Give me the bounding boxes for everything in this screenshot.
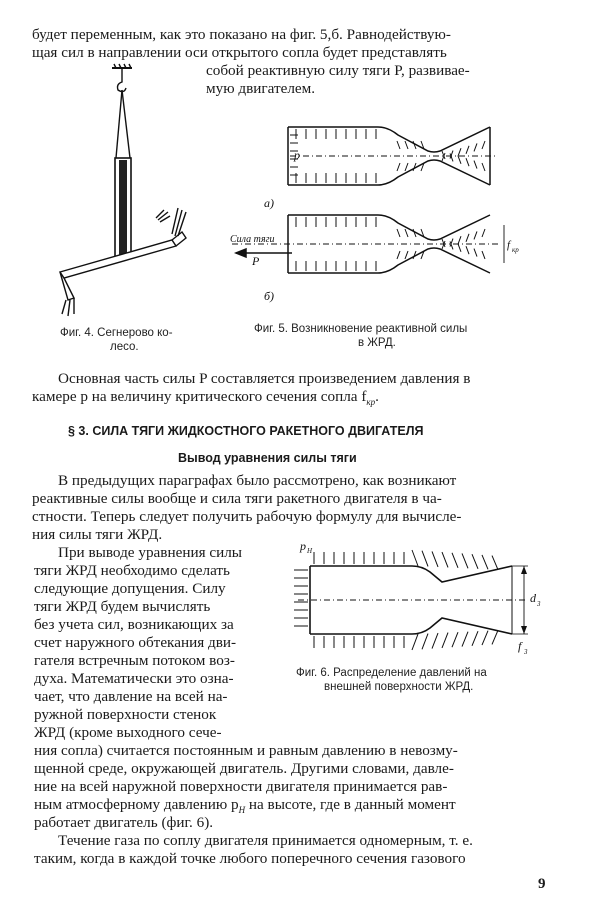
text-line: щая сил в направлении оси открытого сопла будет представлять	[32, 44, 447, 61]
pressure-arrow	[466, 246, 469, 254]
text-line: ружной поверхности стенок	[34, 706, 217, 723]
fig5-label-force: Сила тяги	[230, 234, 275, 245]
external-pressure-arrow	[422, 634, 428, 650]
text-line: камере p на величину критического сечения сопла $f_{кр}$.	[32, 388, 379, 408]
fig5-label-b: б)	[264, 289, 275, 303]
external-pressure-arrow	[462, 553, 468, 568]
pressure-arrow	[474, 231, 477, 239]
pressure-arrow	[397, 163, 400, 171]
subheading: Вывод уравнения силы тяги	[178, 451, 357, 465]
external-pressure-arrow	[482, 631, 488, 645]
pressure-arrow	[458, 156, 461, 164]
external-pressure-arrow	[442, 552, 448, 567]
text-line: ным атмосферному давлению $p_Н$ на высоте, где в данный момент	[34, 796, 456, 816]
external-pressure-arrow	[412, 634, 418, 650]
pressure-arrow	[458, 244, 461, 252]
pressure-arrow	[397, 141, 400, 149]
pressure-arrow	[405, 163, 408, 171]
text-line: Течение газа по соплу двигателя принимается одномерным, т. е.	[58, 832, 473, 849]
pressure-arrow	[474, 249, 477, 257]
text-line: тяги ЖРД необходимо сделать	[34, 562, 230, 579]
pressure-arrow	[466, 146, 469, 154]
external-pressure-arrow	[432, 551, 438, 567]
text-line: Основная часть силы P составляется произведением давления в	[58, 370, 471, 387]
text-line: При выводе уравнения силы	[58, 544, 243, 561]
fig5-label-P: P	[252, 254, 260, 268]
pressure-arrow	[466, 234, 469, 242]
external-pressure-arrow	[462, 632, 468, 647]
page-number: 9	[538, 876, 546, 892]
fig5-label-p: p	[294, 148, 300, 162]
text-line: ния сопла) считается постоянным и равным давлению в невозму-	[34, 742, 458, 759]
fig5-label-fkr-sub: кр	[512, 246, 519, 254]
text-line: ния силы тяги ЖРД.	[32, 526, 163, 543]
fig5-nozzle-diagrams	[228, 115, 528, 315]
pressure-arrow	[466, 158, 469, 166]
fig6-pressure-diagram	[292, 540, 554, 656]
fig6-caption-line: Фиг. 6. Распределение давлений на	[296, 667, 487, 679]
pressure-arrow	[482, 163, 485, 171]
pressure-arrow	[458, 236, 461, 244]
external-pressure-arrow	[492, 630, 498, 644]
fig5-caption-line: Фиг. 5. Возникновение реактивной силы	[254, 323, 468, 335]
text-line: ние на всей наружной поверхности двигателя принимается рав-	[34, 778, 448, 795]
pressure-arrow	[482, 141, 485, 149]
fig6-label-f-sub: 3	[524, 648, 528, 656]
fig6-label-d: d	[530, 591, 536, 605]
fig4-segner-wheel	[40, 60, 200, 320]
external-pressure-arrow	[472, 554, 478, 569]
text-line: таким, когда в каждой точке любого поперечного сечения газового	[34, 850, 466, 867]
text-line: гателя встречным потоком воз-	[34, 652, 235, 669]
external-pressure-arrow	[492, 556, 498, 570]
pressure-arrow	[397, 251, 400, 259]
fig6-label-d-sub: 3	[537, 600, 541, 608]
text-line: стности. Теперь следует получить рабочую формулу для вычисле-	[32, 508, 462, 525]
fig5-caption-line: в ЖРД.	[358, 337, 396, 349]
fig5-label-fkr: f	[507, 239, 511, 251]
section-heading: § 3. СИЛА ТЯГИ ЖИДКОСТНОГО РАКЕТНОГО ДВИГАТЕЛЯ	[68, 424, 424, 438]
external-pressure-arrow	[422, 551, 428, 567]
fig6-label-pH: p	[300, 539, 306, 553]
fig4-caption-line: лесо.	[110, 341, 139, 353]
text-line: собой реактивную силу тяги P, развивае-	[206, 62, 470, 79]
external-pressure-arrow	[442, 633, 448, 648]
external-pressure-arrow	[482, 555, 488, 569]
text-line: тяги ЖРД будем вычислять	[34, 598, 211, 615]
text-line: следующие допущения. Силу	[34, 580, 226, 597]
text-line: мую двигателем.	[206, 80, 316, 97]
pressure-arrow	[405, 141, 408, 149]
pressure-arrow	[397, 229, 400, 237]
external-pressure-arrow	[452, 553, 458, 568]
text-line: работает двигатель (фиг. 6).	[34, 814, 214, 831]
fig6-label-pH-sub: Н	[307, 547, 313, 555]
fig5-label-a: а)	[264, 196, 274, 210]
text-line: будет переменным, как это показано на фиг. 5,б. Равнодействую-	[32, 26, 451, 43]
external-pressure-arrow	[432, 633, 438, 649]
text-line: чает, что давление на всей на-	[34, 688, 228, 705]
pressure-arrow	[482, 251, 485, 259]
fig6-label-f: f	[518, 639, 522, 653]
text-line: щенной среде, окружающей двигатель. Другими словами, давле-	[34, 760, 454, 777]
pressure-arrow	[458, 148, 461, 156]
external-pressure-arrow	[452, 632, 458, 647]
text-line: счет наружного обтекания дви-	[34, 634, 237, 651]
pressure-arrow	[474, 143, 477, 151]
pressure-arrow	[474, 161, 477, 169]
text-line: реактивные силы вообще и сила тяги ракетного двигателя в ча-	[32, 490, 442, 507]
pressure-arrow	[405, 251, 408, 259]
fig4-caption-line: Фиг. 4. Сегнерово ко-	[60, 327, 173, 339]
text-line: без учета сил, возникающих за	[34, 616, 234, 633]
pressure-arrow	[482, 229, 485, 237]
text-line: В предыдущих параграфах было рассмотрено, как возникают	[58, 472, 457, 489]
fig6-caption-line: внешней поверхности ЖРД.	[324, 681, 474, 693]
text-line: духа. Математически это озна-	[34, 670, 234, 687]
external-pressure-arrow	[412, 550, 418, 566]
pressure-arrow	[405, 229, 408, 237]
external-pressure-arrow	[472, 631, 478, 646]
text-line: ЖРД (кроме выходного сече-	[34, 724, 222, 741]
